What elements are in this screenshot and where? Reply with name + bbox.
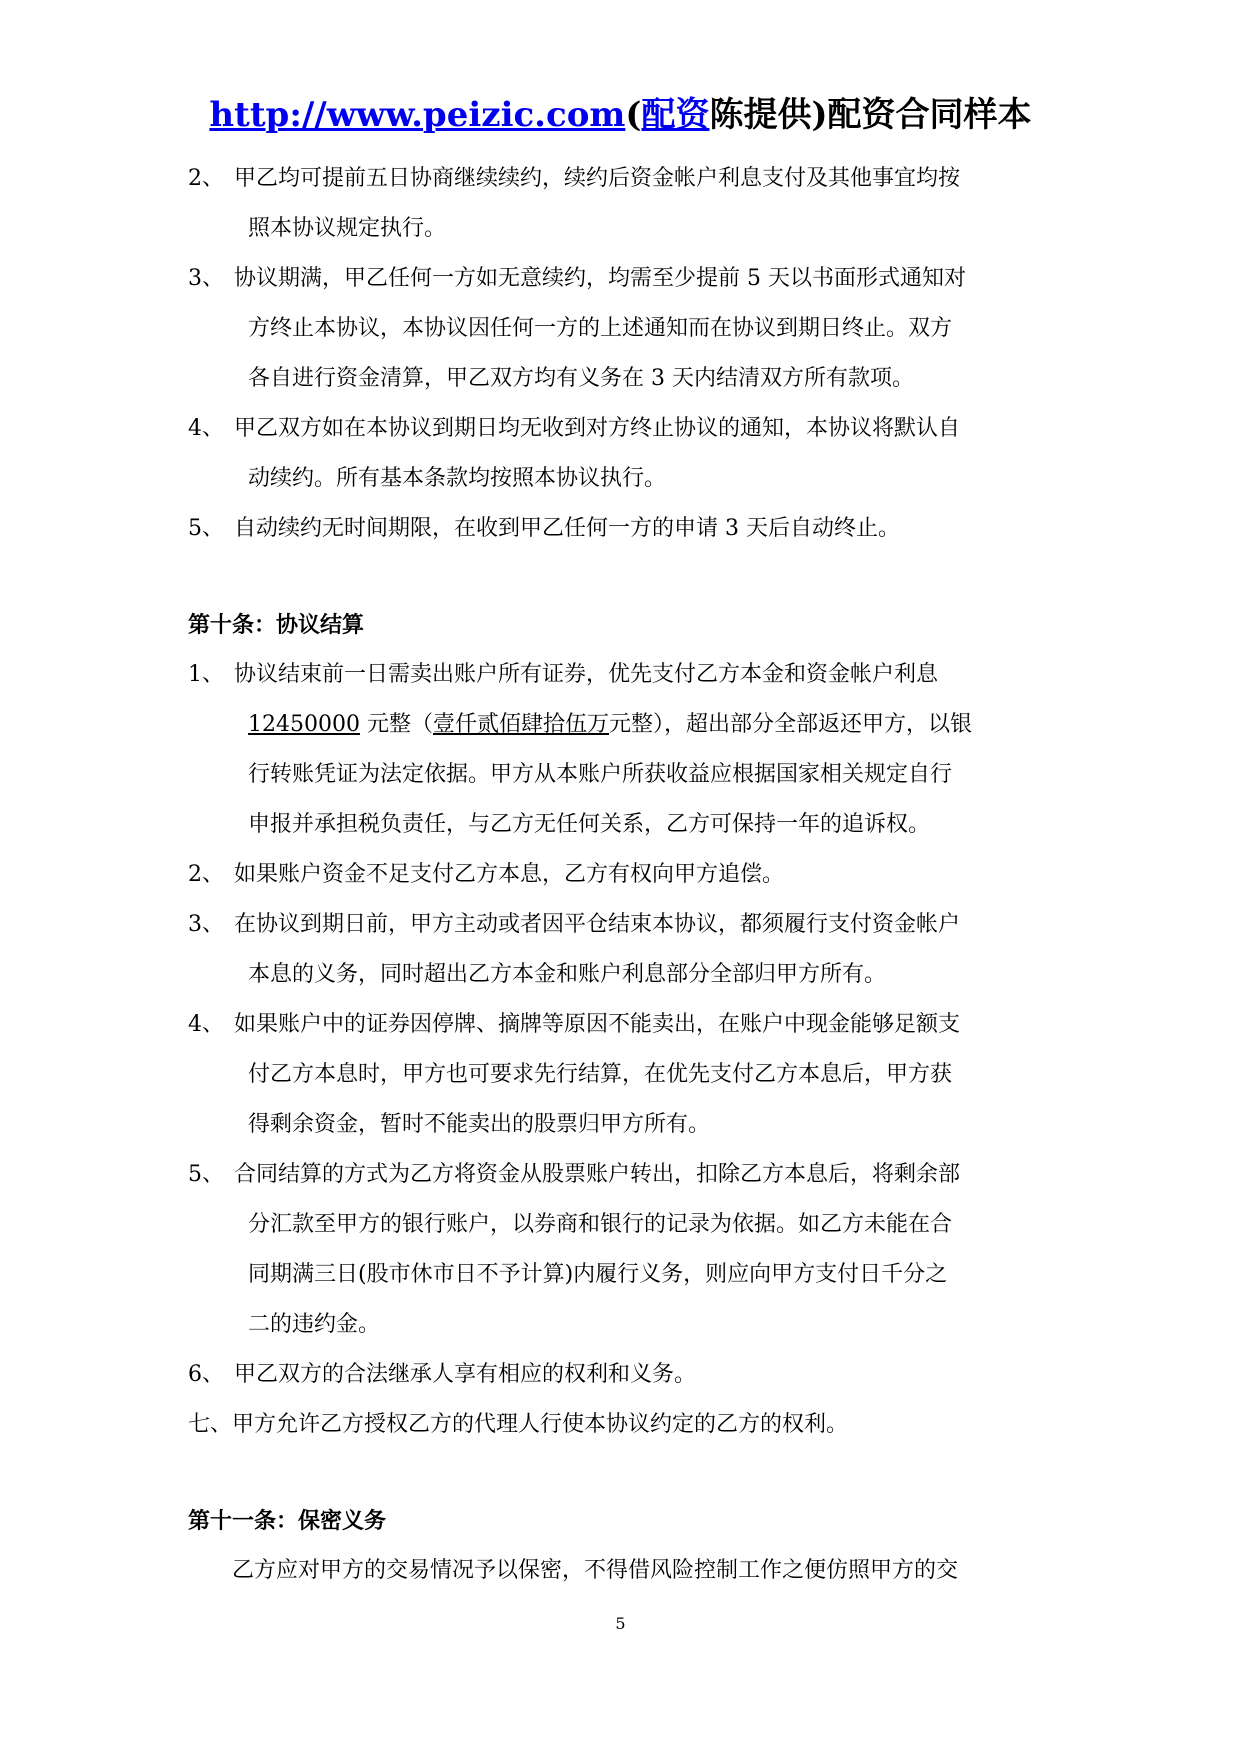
header-paren: (: [625, 95, 642, 135]
section10-item-7: 七、甲方允许乙方授权乙方的代理人行使本协议约定的乙方的权利。: [188, 1412, 849, 1437]
item-line: 分汇款至甲方的银行账户，以券商和银行的记录为依据。如乙方未能在合: [248, 1212, 953, 1237]
item-line: 合同结算的方式为乙方将资金从股票账户转出，扣除乙方本息后，将剩余部: [234, 1162, 961, 1187]
page-number: 5: [615, 1614, 626, 1633]
item-number: 1、: [188, 662, 224, 687]
section9-item-5: [188, 504, 1058, 554]
section10-item-3: [188, 900, 1058, 1000]
item-line: 行转账凭证为法定依据。甲方从本账户所获收益应根据国家相关规定自行: [248, 762, 953, 787]
section9-item-4: [188, 404, 1058, 504]
item-line: 甲乙均可提前五日协商继续续约，续约后资金帐户利息支付及其他事宜均按: [234, 166, 961, 191]
section10-item-4: [188, 1000, 1058, 1150]
item-line: 得剩余资金，暂时不能卖出的股票归甲方所有。: [248, 1112, 711, 1137]
item-number: 6、: [188, 1362, 224, 1387]
item-line: 二的违约金。: [248, 1312, 381, 1337]
section10-heading: 第十条：协议结算: [188, 612, 365, 638]
item-line: 甲乙双方的合法继承人享有相应的权利和义务。: [234, 1362, 697, 1387]
item-line: 协议结束前一日需卖出账户所有证券，优先支付乙方本金和资金帐户利息: [234, 662, 939, 687]
section10-list: [188, 850, 1058, 1400]
item-line: 在协议到期日前，甲方主动或者因平仓结束本协议，都须履行支付资金帐户: [234, 912, 961, 937]
item-line: 同期满三日(股市休市日不予计算)内履行义务，则应向甲方支付日千分之: [248, 1262, 948, 1287]
item-number: 2、: [188, 862, 224, 887]
amount-suffix: 元整（: [366, 712, 433, 737]
item-line: 如果账户资金不足支付乙方本息，乙方有权向甲方追偿。: [234, 862, 785, 887]
section10-item-6: [188, 1350, 1058, 1400]
section10-item-2: [188, 850, 1058, 900]
item-line: 甲乙双方如在本协议到期日均无收到对方终止协议的通知，本协议将默认自: [234, 416, 961, 441]
amount-words: 壹仟贰佰肆拾伍万: [433, 712, 610, 737]
amount-tail: 元整），超出部分全部返还甲方，以银: [609, 712, 973, 737]
item-number: 3、: [188, 266, 224, 291]
document-body: [188, 154, 1058, 1596]
header-link-word[interactable]: 配资: [641, 95, 710, 135]
item-number: 4、: [188, 416, 224, 441]
section9-item-2: [188, 154, 1058, 254]
section11-heading: 第十一条：保密义务: [188, 1508, 387, 1534]
page-header: [0, 90, 1241, 140]
item-line: 协议期满，甲乙任何一方如无意续约，均需至少提前 5 天以书面形式通知对: [234, 266, 966, 291]
section10-item-5: [188, 1150, 1058, 1350]
section11-paragraph: 乙方应对甲方的交易情况予以保密，不得借风险控制工作之便仿照甲方的交: [232, 1558, 959, 1583]
section9-item-3: [188, 254, 1058, 404]
item-line: 自动续约无时间期限，在收到甲乙任何一方的申请 3 天后自动终止。: [234, 516, 900, 541]
item-number: 5、: [188, 1162, 224, 1187]
header-link[interactable]: http://www.peizic.com: [209, 95, 626, 135]
section10-item-1: [188, 650, 1058, 850]
item-number: 3、: [188, 912, 224, 937]
item-line: 各自进行资金清算，甲乙双方均有义务在 3 天内结清双方所有款项。: [248, 366, 914, 391]
item-line: 方终止本协议，本协议因任何一方的上述通知而在协议到期日终止。双方: [248, 316, 953, 341]
header-title: 陈提供)配资合同样本: [709, 95, 1032, 135]
amount-figure: 12450000: [248, 712, 360, 737]
item-line: 如果账户中的证券因停牌、摘牌等原因不能卖出，在账户中现金能够足额支: [234, 1012, 961, 1037]
item-number: 4、: [188, 1012, 224, 1037]
item-line: 申报并承担税负责任，与乙方无任何关系，乙方可保持一年的追诉权。: [248, 812, 931, 837]
item-line: 付乙方本息时，甲方也可要求先行结算，在优先支付乙方本息后，甲方获: [248, 1062, 953, 1087]
item-line: 照本协议规定执行。: [248, 216, 447, 241]
item-number: 2、: [188, 166, 224, 191]
item-line: 本息的义务，同时超出乙方本金和账户利息部分全部归甲方所有。: [248, 962, 887, 987]
section9-list: [188, 154, 1058, 554]
item-number: 5、: [188, 516, 224, 541]
item-line: 动续约。所有基本条款均按照本协议执行。: [248, 466, 667, 491]
